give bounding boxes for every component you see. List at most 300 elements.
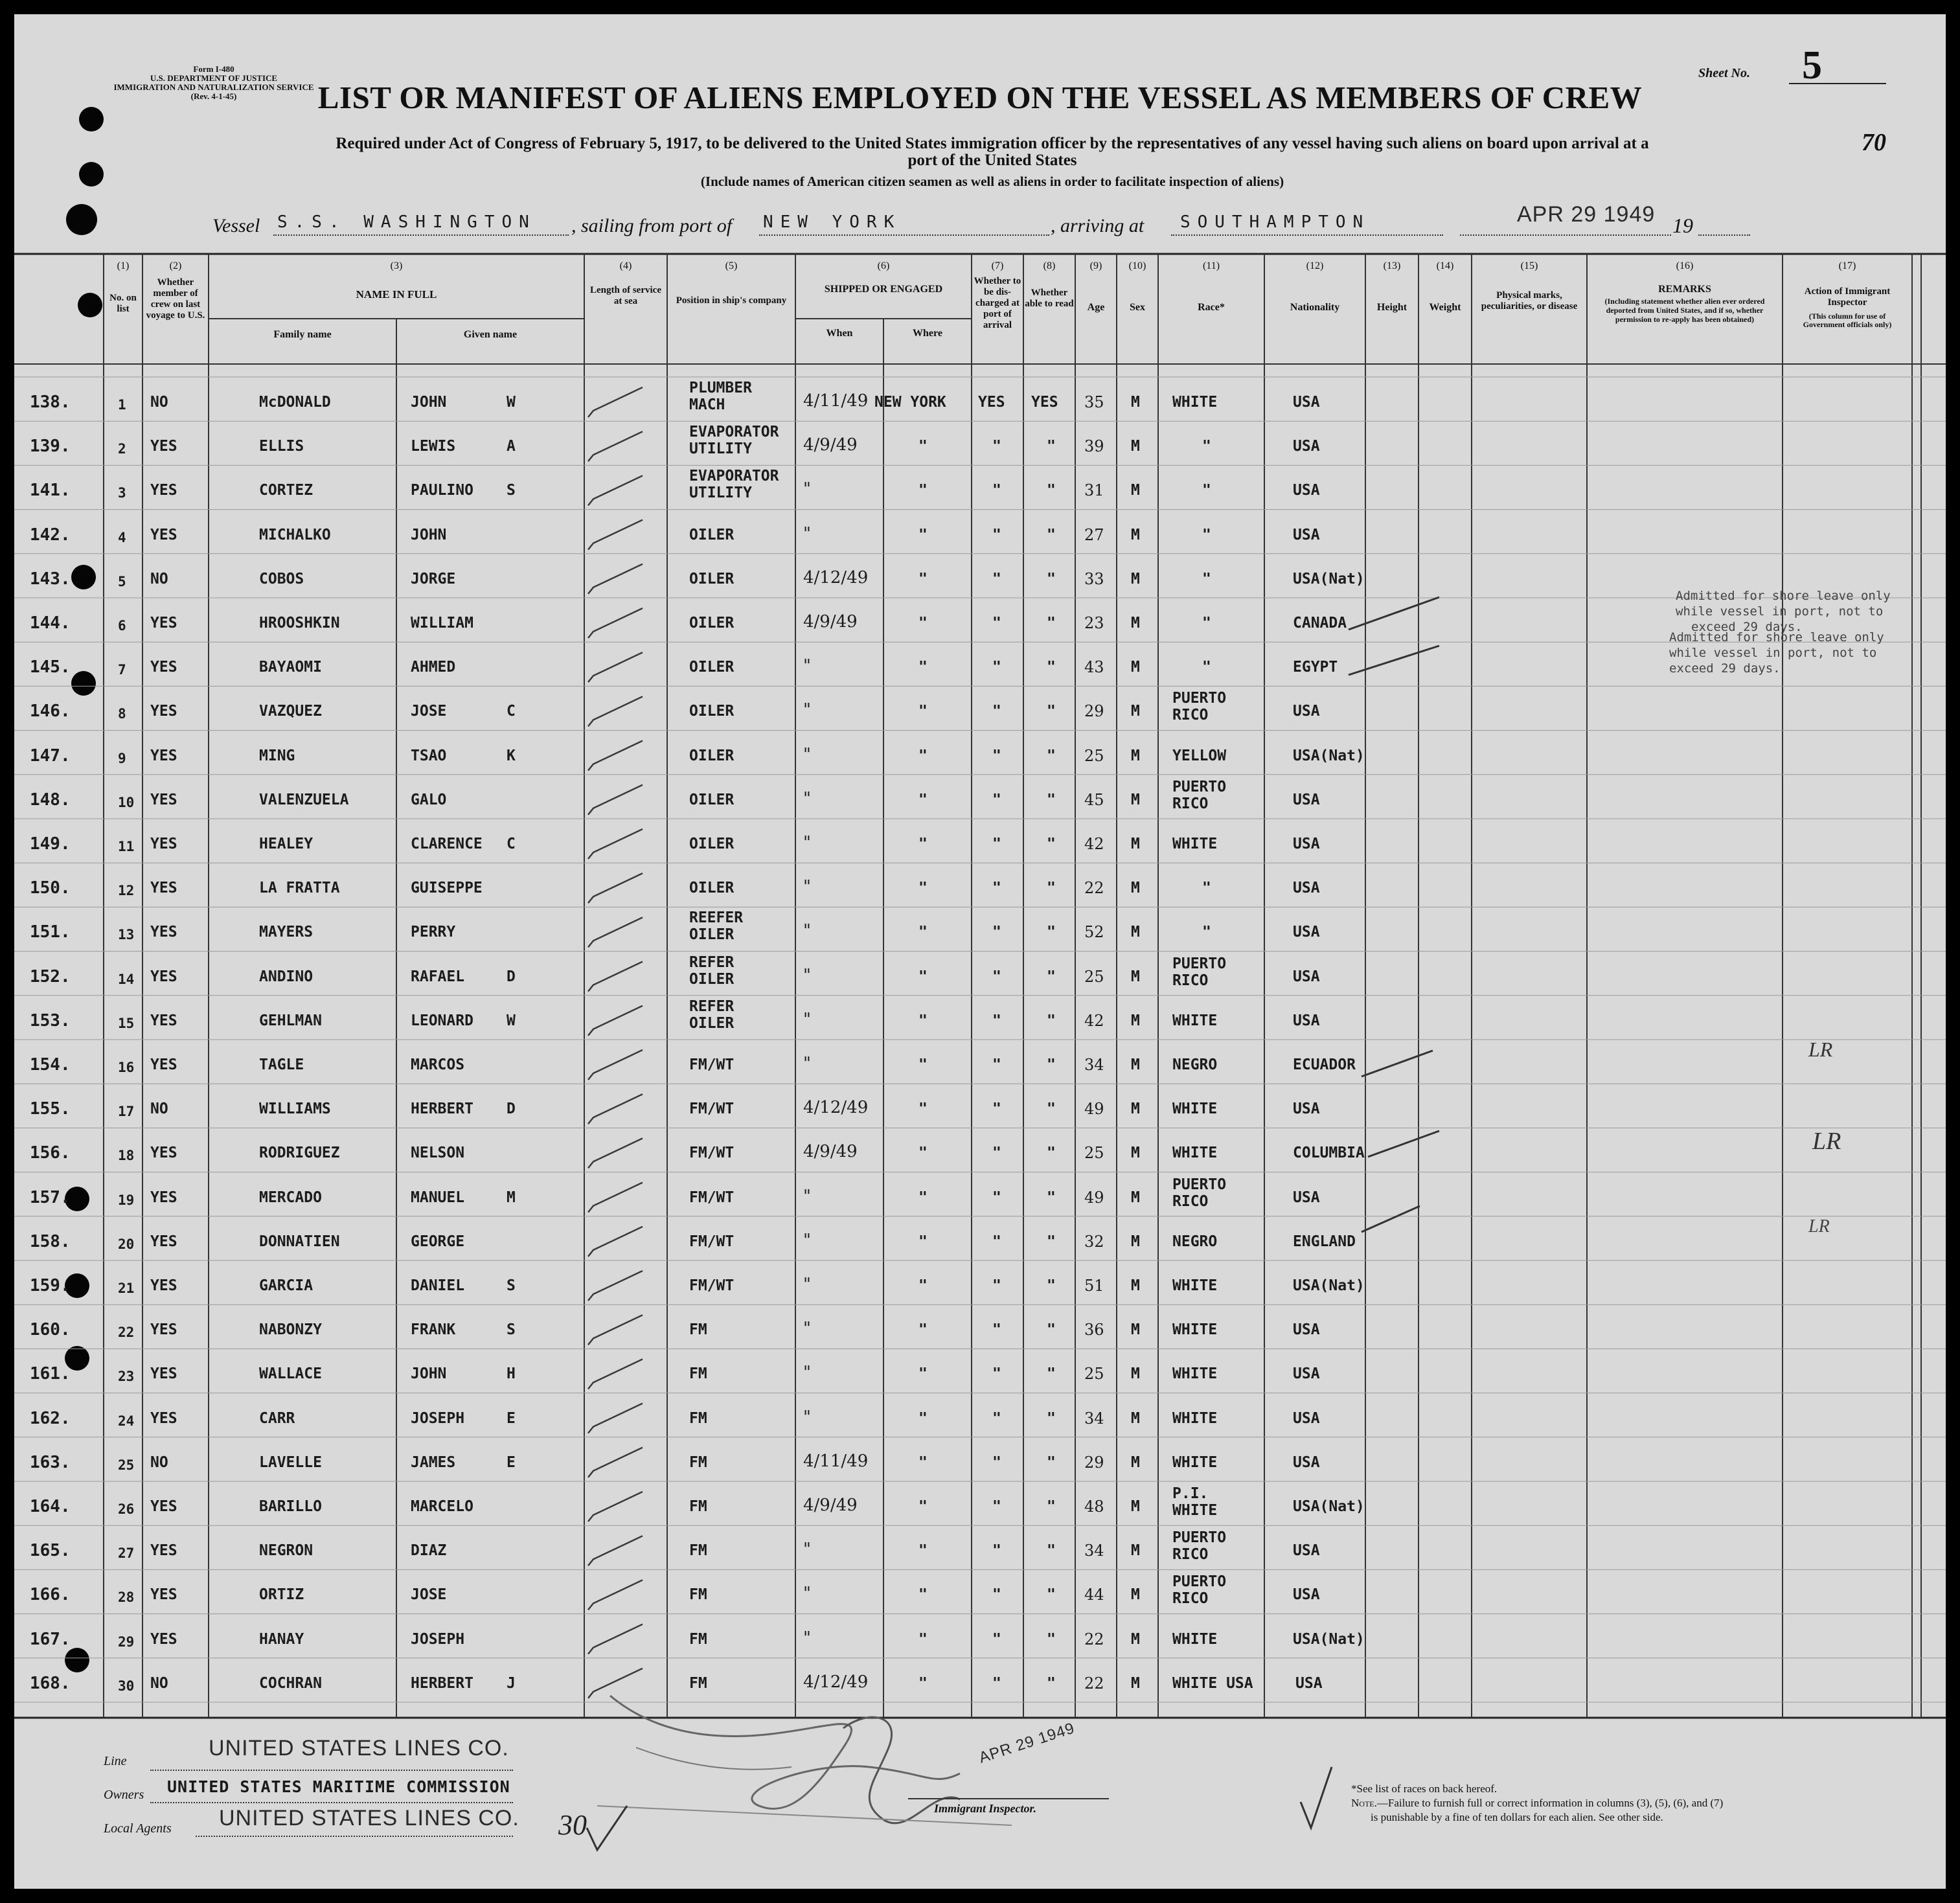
race-cell: PUERTO xyxy=(1172,1573,1227,1591)
nationality-cell: USA xyxy=(1293,836,1320,852)
age-cell: 22 xyxy=(1084,1630,1104,1648)
age-cell: 42 xyxy=(1084,1011,1104,1030)
nationality-cell: USA(Nat) xyxy=(1293,747,1365,764)
initial-cell: D xyxy=(507,1100,516,1118)
header-no-on-list: No. on list xyxy=(109,293,137,314)
shipped-where-cell: " xyxy=(918,570,928,587)
form-revision: (Rev. 4-1-45) xyxy=(190,91,237,101)
col-num-7: (7) xyxy=(991,260,1004,271)
previous-voyage-cell: YES xyxy=(150,1409,177,1427)
family-name-cell: CARR xyxy=(259,1409,295,1427)
margin-entry-number: 145. xyxy=(30,657,71,678)
initial-cell: W xyxy=(507,394,516,411)
shipped-where-cell: " xyxy=(918,659,928,676)
nationality-cell: USA xyxy=(1295,1674,1323,1692)
previous-voyage-cell: YES xyxy=(150,836,177,852)
handwritten-stroke xyxy=(1362,1206,1420,1232)
given-name-cell: TSAO xyxy=(411,747,447,764)
race-cell: RICO xyxy=(1172,1192,1209,1210)
race-cell: " xyxy=(1202,526,1211,543)
agents-value: UNITED STATES LINES CO. xyxy=(219,1806,519,1830)
previous-voyage-cell: YES xyxy=(150,1189,177,1206)
position-cell: OILER xyxy=(689,526,735,543)
family-name-cell: ELLIS xyxy=(259,438,304,455)
row-number: 29 xyxy=(118,1634,135,1650)
shipped-where-cell: " xyxy=(918,924,928,941)
tick-mark xyxy=(588,608,643,638)
given-name-cell: NELSON xyxy=(411,1145,465,1162)
given-name-cell: JOSEPH xyxy=(411,1409,465,1427)
age-cell: 44 xyxy=(1084,1586,1104,1604)
shipped-when-cell: " xyxy=(803,1628,811,1648)
nationality-cell: USA xyxy=(1293,1542,1320,1560)
sex-cell: M xyxy=(1131,1586,1140,1604)
initial-cell: W xyxy=(507,1012,516,1029)
sex-cell: M xyxy=(1131,1145,1140,1162)
initial-cell: A xyxy=(507,438,516,455)
shipped-when-cell: 4/9/49 xyxy=(803,612,858,632)
race-cell: RICO xyxy=(1172,1546,1209,1564)
col-num-8: (8) xyxy=(1043,260,1056,271)
age-cell: 52 xyxy=(1084,923,1104,942)
family-name-cell: GARCIA xyxy=(259,1277,313,1294)
inspector-signature-line xyxy=(908,1798,1109,1799)
discharged-cell: " xyxy=(992,836,1001,852)
shipped-where-cell: " xyxy=(918,1189,928,1206)
given-name-cell: JOHN xyxy=(411,394,447,411)
age-cell: 29 xyxy=(1084,702,1104,721)
shipped-where-cell: " xyxy=(918,526,928,543)
tick-mark xyxy=(588,1536,643,1566)
race-cell: WHITE xyxy=(1172,1321,1218,1339)
initial-cell: K xyxy=(507,747,516,764)
race-cell: RICO xyxy=(1172,707,1209,724)
sex-cell: M xyxy=(1131,482,1140,499)
margin-entry-number: 138. xyxy=(30,393,71,412)
given-name-cell: JOHN xyxy=(411,1365,447,1383)
given-name-cell: LEONARD xyxy=(411,1012,473,1029)
nationality-cell: USA xyxy=(1293,703,1320,720)
discharged-cell: " xyxy=(992,438,1001,455)
requirement-line-1: Required under Act of Congress of February 5, 1917, to be delivered to the United States immigration officer by the representatives of any vessel having such aliens on board upon arrival at a xyxy=(336,135,1649,152)
nationality-cell: USA(Nat) xyxy=(1293,570,1365,587)
shipped-when-cell: " xyxy=(803,1230,811,1250)
margin-entry-number: 149. xyxy=(30,834,71,854)
inspector-signature xyxy=(597,1670,1141,1851)
margin-entry-number: 155. xyxy=(30,1099,71,1119)
col-num-14: (14) xyxy=(1436,260,1454,271)
tick-mark xyxy=(588,1624,643,1654)
given-name-cell: MANUEL xyxy=(411,1189,465,1206)
owners-underline xyxy=(150,1802,513,1803)
form-service: IMMIGRATION AND NATURALIZATION SERVICE xyxy=(113,82,314,92)
margin-entry-number: 151. xyxy=(30,922,71,942)
able-to-read-cell: " xyxy=(1047,1100,1056,1118)
nationality-cell: USA xyxy=(1293,438,1320,455)
position-cell: OILER xyxy=(689,1014,735,1032)
able-to-read-cell: " xyxy=(1047,1056,1056,1073)
given-name-cell: HERBERT xyxy=(411,1100,473,1118)
nationality-cell: USA xyxy=(1293,1453,1320,1471)
previous-voyage-cell: YES xyxy=(150,880,177,897)
row-number: 15 xyxy=(118,1015,135,1031)
shipped-where-cell: " xyxy=(918,1498,928,1515)
discharged-cell: " xyxy=(992,659,1001,676)
col-num-5: (5) xyxy=(725,260,738,271)
position-cell: UTILITY xyxy=(689,484,752,502)
initial-cell: J xyxy=(507,1674,516,1692)
family-name-cell: HANAY xyxy=(259,1630,304,1648)
col-num-15: (15) xyxy=(1520,260,1538,271)
race-cell: WHITE xyxy=(1172,1365,1218,1383)
shipped-when-cell: " xyxy=(803,700,811,720)
sex-cell: M xyxy=(1131,1056,1140,1073)
discharged-cell: " xyxy=(992,1453,1001,1471)
sex-cell: M xyxy=(1131,1321,1140,1339)
row-number: 28 xyxy=(118,1590,135,1606)
family-name-cell: BARILLO xyxy=(259,1498,322,1515)
position-cell: FM/WT xyxy=(689,1189,735,1206)
given-name-cell: JOSE xyxy=(411,1586,447,1604)
tick-mark xyxy=(588,962,643,992)
tick-mark xyxy=(588,652,643,682)
age-cell: 49 xyxy=(1084,1188,1104,1207)
shipped-where-cell: " xyxy=(918,1630,928,1648)
initial-cell: S xyxy=(507,1277,516,1294)
age-cell: 34 xyxy=(1084,1056,1104,1074)
shipped-when-cell: " xyxy=(803,744,811,764)
margin-entry-number: 146. xyxy=(30,701,71,722)
header-sex: Sex xyxy=(1130,302,1145,313)
given-name-cell: PAULINO xyxy=(411,482,473,499)
position-cell: OILER xyxy=(689,570,735,587)
row-number: 18 xyxy=(118,1148,135,1164)
sex-cell: M xyxy=(1131,924,1140,941)
remarks-note-1-line-2: while vessel in port, not to xyxy=(1676,604,1884,619)
shipped-where-cell: " xyxy=(918,1056,928,1073)
row-number: 5 xyxy=(118,573,126,589)
discharged-cell: " xyxy=(992,1145,1001,1162)
vessel-name: S.S. WASHINGTON xyxy=(277,212,536,232)
previous-voyage-cell: YES xyxy=(150,924,177,941)
shipped-when-cell: 4/9/49 xyxy=(803,435,858,455)
initial-cell: H xyxy=(507,1365,516,1383)
arrival-port: SOUTHAMPTON xyxy=(1180,212,1371,232)
col-num-11: (11) xyxy=(1202,260,1220,271)
margin-entry-number: 166. xyxy=(30,1585,71,1605)
sex-cell: M xyxy=(1131,1409,1140,1427)
shipped-when-cell: 4/9/49 xyxy=(803,1142,858,1162)
race-cell: " xyxy=(1202,615,1211,632)
sex-cell: M xyxy=(1131,1453,1140,1471)
position-cell: FM/WT xyxy=(689,1277,735,1294)
family-name-cell: VALENZUELA xyxy=(259,791,349,808)
family-name-cell: NEGRON xyxy=(259,1542,313,1560)
age-cell: 31 xyxy=(1084,481,1104,500)
tick-mark xyxy=(588,785,643,815)
tick-mark xyxy=(588,431,643,461)
initial-cell: C xyxy=(507,703,516,720)
shipped-when-cell: " xyxy=(803,1009,811,1029)
family-name-cell: HROOSHKIN xyxy=(259,615,340,632)
race-cell: " xyxy=(1202,880,1211,897)
given-name-cell: GUISEPPE xyxy=(411,880,483,897)
sex-cell: M xyxy=(1131,1365,1140,1383)
nationality-cell: USA xyxy=(1293,1365,1320,1383)
shipped-when-cell: " xyxy=(803,1363,811,1383)
age-cell: 33 xyxy=(1084,569,1104,588)
given-name-cell: MARCOS xyxy=(411,1056,465,1073)
row-number: 9 xyxy=(118,750,126,766)
row-number: 4 xyxy=(118,529,126,545)
shipped-when-cell: " xyxy=(803,1054,811,1073)
header-whether-member: Whether member of crew on last voyage to U.S. xyxy=(146,277,205,321)
row-number: 11 xyxy=(118,839,135,854)
tick-mark xyxy=(588,520,643,550)
family-name-cell: TAGLE xyxy=(259,1056,304,1073)
previous-voyage-cell: YES xyxy=(150,791,177,808)
previous-voyage-cell: YES xyxy=(150,968,177,985)
margin-entry-number: 167. xyxy=(30,1629,71,1649)
margin-entry-number: 139. xyxy=(30,437,71,457)
shipped-when-cell: " xyxy=(803,1186,811,1206)
row-number: 23 xyxy=(118,1369,135,1385)
nationality-cell: USA xyxy=(1293,1012,1320,1029)
sex-cell: M xyxy=(1131,1542,1140,1560)
race-cell: WHITE xyxy=(1172,1502,1218,1519)
shipped-when-cell: " xyxy=(803,788,811,808)
discharged-cell: " xyxy=(992,791,1001,808)
owners-label: Owners xyxy=(104,1788,144,1802)
initial-cell: E xyxy=(507,1453,516,1471)
sex-cell: M xyxy=(1131,615,1140,632)
family-name-cell: ANDINO xyxy=(259,968,313,985)
shipped-where-cell: " xyxy=(918,1365,928,1383)
able-to-read-cell: " xyxy=(1047,1409,1056,1427)
race-cell: " xyxy=(1202,438,1211,455)
initial-cell: S xyxy=(507,482,516,499)
family-name-cell: BAYAOMI xyxy=(259,659,322,676)
previous-voyage-cell: NO xyxy=(150,394,168,411)
sex-cell: M xyxy=(1131,1674,1140,1692)
position-cell: FM xyxy=(689,1542,707,1560)
shipped-where-cell: NEW YORK xyxy=(874,394,946,411)
from-port: NEW YORK xyxy=(763,212,902,232)
position-cell: OILER xyxy=(689,880,735,897)
tick-mark xyxy=(588,1315,643,1345)
header-discharged: Whether to be dis-charged at port of arrival xyxy=(974,276,1021,330)
family-name-cell: VAZQUEZ xyxy=(259,703,322,720)
able-to-read-cell: " xyxy=(1047,615,1056,632)
family-name-cell: DONNATIEN xyxy=(259,1233,340,1250)
discharged-cell: " xyxy=(992,880,1001,897)
initial-cell: E xyxy=(507,1409,516,1427)
shipped-when-cell: 4/9/49 xyxy=(803,1496,858,1515)
remarks-note-2-line-3: exceed 29 days. xyxy=(1669,661,1781,676)
remarks-note-2 xyxy=(1669,630,1884,676)
age-cell: 39 xyxy=(1084,437,1104,456)
age-cell: 23 xyxy=(1084,614,1104,632)
margin-entry-number: 153. xyxy=(30,1010,71,1031)
discharged-cell: " xyxy=(992,924,1001,941)
tick-mark xyxy=(588,1094,643,1124)
row-number: 7 xyxy=(118,662,126,678)
discharged-cell: " xyxy=(992,1365,1001,1383)
sex-cell: M xyxy=(1131,1630,1140,1648)
given-name-cell: RAFAEL xyxy=(411,968,465,985)
margin-entry-number: 144. xyxy=(30,613,71,633)
given-name-cell: CLARENCE xyxy=(411,836,483,852)
shipped-when-cell: " xyxy=(803,479,811,499)
able-to-read-cell: " xyxy=(1047,526,1056,543)
line-label: Line xyxy=(104,1754,127,1768)
shipped-when-cell: " xyxy=(803,1319,811,1339)
header-race: Race* xyxy=(1198,302,1225,313)
previous-voyage-cell: YES xyxy=(150,1145,177,1162)
family-name-cell: COBOS xyxy=(259,570,304,587)
row-number: 25 xyxy=(118,1457,135,1473)
able-to-read-cell: " xyxy=(1047,880,1056,897)
able-to-read-cell: " xyxy=(1047,836,1056,852)
row-number: 22 xyxy=(118,1325,135,1341)
family-name-cell: McDONALD xyxy=(259,394,331,411)
discharged-cell: " xyxy=(992,482,1001,499)
discharged-cell: " xyxy=(992,1189,1001,1206)
sex-cell: M xyxy=(1131,1100,1140,1118)
row-number: 14 xyxy=(118,971,135,987)
manifest-title: LIST OR MANIFEST OF ALIENS EMPLOYED ON THE VESSEL AS MEMBERS OF CREW xyxy=(317,80,1643,115)
able-to-read-cell: " xyxy=(1047,1674,1056,1692)
previous-voyage-cell: YES xyxy=(150,1277,177,1294)
col-num-3: (3) xyxy=(390,260,403,271)
position-cell: FM xyxy=(689,1453,707,1471)
row-number: 1 xyxy=(118,397,126,413)
shipped-when-cell: " xyxy=(803,523,811,543)
previous-voyage-cell: YES xyxy=(150,1365,177,1383)
sex-cell: M xyxy=(1131,703,1140,720)
sex-cell: M xyxy=(1131,791,1140,808)
family-name-cell: LA FRATTA xyxy=(259,880,340,897)
race-cell: RICO xyxy=(1172,972,1209,989)
margin-entry-number: 156. xyxy=(30,1143,71,1163)
age-cell: 51 xyxy=(1084,1277,1104,1295)
able-to-read-cell: YES xyxy=(1031,394,1058,411)
race-cell: WHITE xyxy=(1172,394,1218,411)
given-name-cell: LEWIS xyxy=(411,438,456,455)
margin-entry-number: 165. xyxy=(30,1541,71,1561)
age-cell: 25 xyxy=(1084,1365,1104,1384)
sex-cell: M xyxy=(1131,570,1140,587)
remarks-note-1 xyxy=(1676,588,1891,635)
family-name-cell: MERCADO xyxy=(259,1189,322,1206)
margin-entry-number: 160. xyxy=(30,1320,71,1340)
inspector-mark: LR xyxy=(1812,1128,1841,1155)
able-to-read-cell: " xyxy=(1047,1586,1056,1604)
footnote: *See list of races on back hereof. xyxy=(1351,1783,1498,1795)
able-to-read-cell: " xyxy=(1047,924,1056,941)
position-cell: FM xyxy=(689,1630,707,1648)
able-to-read-cell: " xyxy=(1047,1277,1056,1294)
row-number: 8 xyxy=(118,706,126,722)
remarks-note-1-line-3: exceed 29 days. xyxy=(1691,620,1803,634)
able-to-read-cell: " xyxy=(1047,570,1056,587)
nationality-cell: USA xyxy=(1293,1586,1320,1604)
race-cell: PUERTO xyxy=(1172,955,1227,972)
tick-mark xyxy=(588,1580,643,1610)
note-text-1: —Failure to furnish full or correct information in columns (3), (5), (6), and (7) xyxy=(1376,1797,1724,1809)
row-number: 13 xyxy=(118,927,135,943)
family-name-cell: RODRIGUEZ xyxy=(259,1145,340,1162)
margin-entry-number: 162. xyxy=(30,1408,71,1428)
able-to-read-cell: " xyxy=(1047,1012,1056,1029)
discharged-cell: " xyxy=(992,615,1001,632)
row-number: 10 xyxy=(118,794,135,810)
tick-mark xyxy=(588,1050,643,1080)
family-name-cell: GEHLMAN xyxy=(259,1012,322,1029)
race-cell: PUERTO xyxy=(1172,1529,1227,1547)
discharged-cell: " xyxy=(992,1012,1001,1029)
line-underline xyxy=(150,1770,513,1771)
nationality-cell: USA xyxy=(1293,880,1320,897)
previous-voyage-cell: YES xyxy=(150,1233,177,1250)
previous-voyage-cell: YES xyxy=(150,1542,177,1560)
given-name-cell: JAMES xyxy=(411,1453,456,1471)
shipped-when-cell: 4/12/49 xyxy=(803,1672,869,1692)
given-name-cell: JORGE xyxy=(411,570,456,587)
able-to-read-cell: " xyxy=(1047,703,1056,720)
agents-label: Local Agents xyxy=(104,1821,172,1836)
nationality-cell: USA xyxy=(1293,526,1320,543)
able-to-read-cell: " xyxy=(1047,1542,1056,1560)
age-cell: 29 xyxy=(1084,1453,1104,1472)
sex-cell: M xyxy=(1131,1233,1140,1250)
col-num-6: (6) xyxy=(877,260,890,271)
agents-underline xyxy=(196,1836,513,1837)
initial-cell: M xyxy=(507,1189,516,1206)
sex-cell: M xyxy=(1131,880,1140,897)
discharged-cell: " xyxy=(992,1498,1001,1515)
line-value: UNITED STATES LINES CO. xyxy=(209,1736,509,1761)
position-cell: UTILITY xyxy=(689,440,752,458)
tick-mark xyxy=(588,741,643,771)
sailing-label: , sailing from port of xyxy=(571,215,733,236)
note-line-1 xyxy=(1351,1797,1723,1810)
nationality-cell: USA(Nat) xyxy=(1293,1277,1365,1294)
header-remarks-sub: (Including statement whether alien ever ordered deported from United States, and if so, whether permission to re-apply has been obtained) xyxy=(1604,297,1765,324)
race-cell: WHITE xyxy=(1172,1277,1218,1294)
handwritten-stroke xyxy=(1362,1051,1433,1077)
shipped-where-cell: " xyxy=(918,1542,928,1560)
discharged-cell: " xyxy=(992,1056,1001,1073)
header-given-name: Given name xyxy=(463,329,518,340)
position-cell: FM/WT xyxy=(689,1056,735,1073)
able-to-read-cell: " xyxy=(1047,1498,1056,1515)
discharged-cell: " xyxy=(992,1586,1001,1604)
shipped-when-cell: " xyxy=(803,1584,811,1604)
given-name-cell: DIAZ xyxy=(411,1542,447,1560)
sex-cell: M xyxy=(1131,836,1140,852)
shipped-where-cell: " xyxy=(918,615,928,632)
family-name-cell: LAVELLE xyxy=(259,1453,322,1471)
able-to-read-cell: " xyxy=(1047,1189,1056,1206)
nationality-cell: CANADA xyxy=(1293,615,1347,632)
handwritten-stroke xyxy=(1368,1131,1439,1157)
row-number: 20 xyxy=(118,1236,135,1252)
row-number: 17 xyxy=(118,1104,135,1120)
position-cell: OILER xyxy=(689,703,735,720)
shipped-where-cell: " xyxy=(918,1100,928,1118)
sheet-label: Sheet No. xyxy=(1698,66,1750,80)
